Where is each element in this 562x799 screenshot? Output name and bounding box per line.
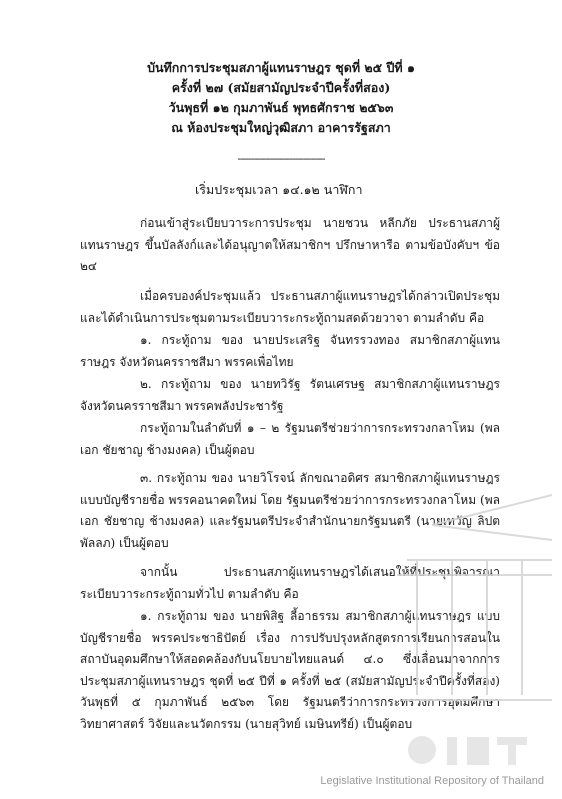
paragraph-opening: ก่อนเข้าสู่ระเบียบวาระการประชุม นายชวน หลีกภัย ประธานสภาผู้แทนราษฎร ขึ้นบัลลังก์และได้อนุญาตให้สมาชิกฯ ปรึกษาหารือ ตามข้อบังคับฯ ข้อ ๒๔	[80, 216, 500, 273]
meeting-start-time: เริ่มประชุมเวลา ๑๔.๑๒ นาฬิกา	[195, 182, 363, 197]
title-line-2: ครั้งที่ ๒๗ (สมัยสามัญประจำปีครั้งที่สอง)	[171, 80, 391, 95]
general-question-item-1: ๑. กระทู้ถาม ของ นายพิสิฐ ลี้อาธรรม สมาชิกสภาผู้แทนราษฎร แบบบัญชีรายชื่อ พรรคประชาธิปัตย์ เรื่อง การปรับปรุงหลักสูตรการเรียนการสอนในสถาบันอุดมศึกษาให้สอดคล้องกับนโยบายไทยแลนด์ ๔.๐ ซึ่งเลื่อนมาจากการประชุมสภาผู้แทนราษฎร ชุดที่ ๒๕ ปีที่ ๑ ครั้งที่ ๒๕ (สมัยสามัญประจำปีครั้งที่สอง) วันพุธที่ ๕ กุมภาพันธ์ ๒๕๖๓ โดย รัฐมนตรีว่าการกระทรวงการอุดมศึกษา วิทยาศาสตร์ วิจัยและนวัตกรรม (นายสุวิทย์ เมษินทรีย์) เป็นผู้ตอบ	[80, 609, 500, 731]
title-line-3: วันพุธที่ ๑๒ กุมภาพันธ์ พุทธศักราช ๒๕๖๓	[168, 100, 394, 115]
title-separator: --------------------------------	[237, 152, 325, 165]
question-item-3: ๓. กระทู้ถาม ของ นายวิโรจน์ ลักขณาอดิศร สมาชิกสภาผู้แทนราษฎร แบบบัญชีรายชื่อ พรรคอนาคตใหม่ โดย รัฐมนตรีช่วยว่าการกระทรวงกลาโหม (พลเอก ชัยชาญ ช้างมงคล) และรัฐมนตรีประจำสำนักนายกรัฐมนตรี (นายเทวัญ ลิปตพัลลภ) เป็นผู้ตอบ	[80, 471, 500, 550]
title-line-1: บันทึกการประชุมสภาผู้แทนราษฎร ชุดที่ ๒๕ ปีที่ ๑	[147, 60, 415, 75]
title-line-4: ณ ห้องประชุมใหญ่วุฒิสภา อาคารรัฐสภา	[171, 120, 391, 135]
paragraph-general-questions: จากนั้น ประธานสภาผู้แทนราษฎรได้เสนอให้ที่ประชุมพิจารณา ระเบียบวาระกระทู้ถามทั่วไป ตามลำดับ คือ	[80, 565, 500, 601]
answer-note-1-2: กระทู้ถามในลำดับที่ ๑ – ๒ รัฐมนตรีช่วยว่าการกระทรวงกลาโหม (พลเอก ชัยชาญ ช้างมงคล) เป็นผู้ตอบ	[80, 421, 500, 457]
watermark-text: Legislative Institutional Repository of Thailand	[320, 775, 544, 787]
question-item-2: ๒. กระทู้ถาม ของ นายทวิรัฐ รัตนเศรษฐ สมาชิกสภาผู้แทนราษฎร จังหวัดนครราชสีมา พรรคพลังประชารัฐ	[80, 377, 500, 413]
question-item-1: ๑. กระทู้ถาม ของ นายประเสริฐ จันทรรวงทอง สมาชิกสภาผู้แทนราษฎร จังหวัดนครราชสีมา พรรคเพื่อไทย	[80, 333, 500, 369]
document-title	[0, 58, 562, 138]
paragraph-quorum: เมื่อครบองค์ประชุมแล้ว ประธานสภาผู้แทนราษฎรได้กล่าวเปิดประชุม และได้ดำเนินการประชุมตามระเบียบวาระกระทู้ถามสดด้วยวาจา ตามลำดับ คือ	[80, 289, 500, 325]
